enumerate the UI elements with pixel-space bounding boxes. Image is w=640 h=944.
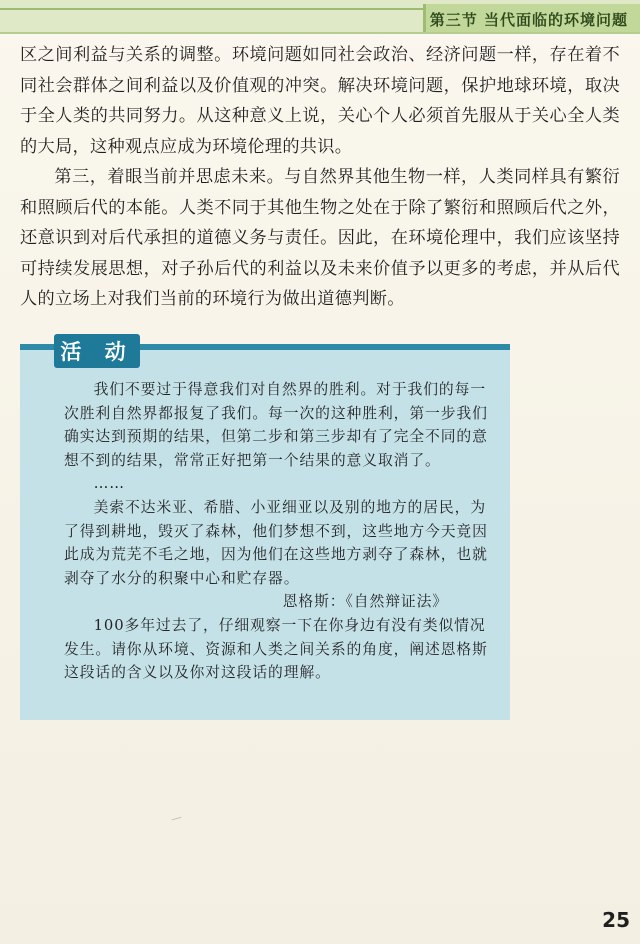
body-paragraph-1: 区之间利益与关系的调整。环境问题如同社会政治、经济问题一样，存在着不同社会群体之间利益以及价值观的冲突。解决环境问题，保护地球环境，取决于全人类的共同努力。从这种意义上说，关心个人必须首先服从于关心全人类的大局，这种观点应成为环境伦理的共识。 bbox=[20, 45, 620, 157]
activity-text bbox=[64, 378, 496, 685]
activity-quote-1: 我们不要过于得意我们对自然界的胜利。对于我们的每一次胜利自然界都报复了我们。每一次的这种胜利，第一步我们确实达到预期的结果，但第二步和第三步却有了完全不同的意想不到的结果，常常正好把第一个结果的意义取消了。 bbox=[64, 381, 488, 469]
page-number: 25 bbox=[602, 908, 630, 932]
activity-quote-2: 美索不达米亚、希腊、小亚细亚以及别的地方的居民，为了得到耕地，毁灭了森林，他们梦想不到，这些地方今天竟因此成为荒芜不毛之地，因为他们在这些地方剥夺了森林，也就剥夺了水分的积聚中心和贮存器。 bbox=[64, 498, 488, 587]
body-text bbox=[20, 40, 620, 315]
header-section-block bbox=[423, 4, 640, 32]
activity-task: 100多年过去了，仔细观察一下在你身边有没有类似情况发生。请你从环境、资源和人类之间关系的角度，阐述恩格斯这段话的含义以及你对这段话的理解。 bbox=[64, 616, 488, 682]
activity-label: 活 动 bbox=[60, 340, 134, 364]
body-paragraph-2: 第三，着眼当前并思虑未来。与自然界其他生物一样，人类同样具有繁衍和照顾后代的本能。人类不同于其他生物之处在于除了繁衍和照顾后代之外，还意识到对后代承担的道德义务与责任。因此，在环境伦理中，我们应该坚持可持续发展思想，对子孙后代的利益以及未来价值予以更多的考虑，并从后代人的立场上对我们当前的环境行为做出道德判断。 bbox=[20, 167, 620, 309]
activity-source: 恩格斯：《自然辩证法》 bbox=[282, 593, 448, 611]
section-title: 第三节 当代面临的环境问题 bbox=[429, 11, 628, 29]
header-rule bbox=[0, 32, 640, 34]
activity-ellipsis: …… bbox=[93, 475, 125, 493]
